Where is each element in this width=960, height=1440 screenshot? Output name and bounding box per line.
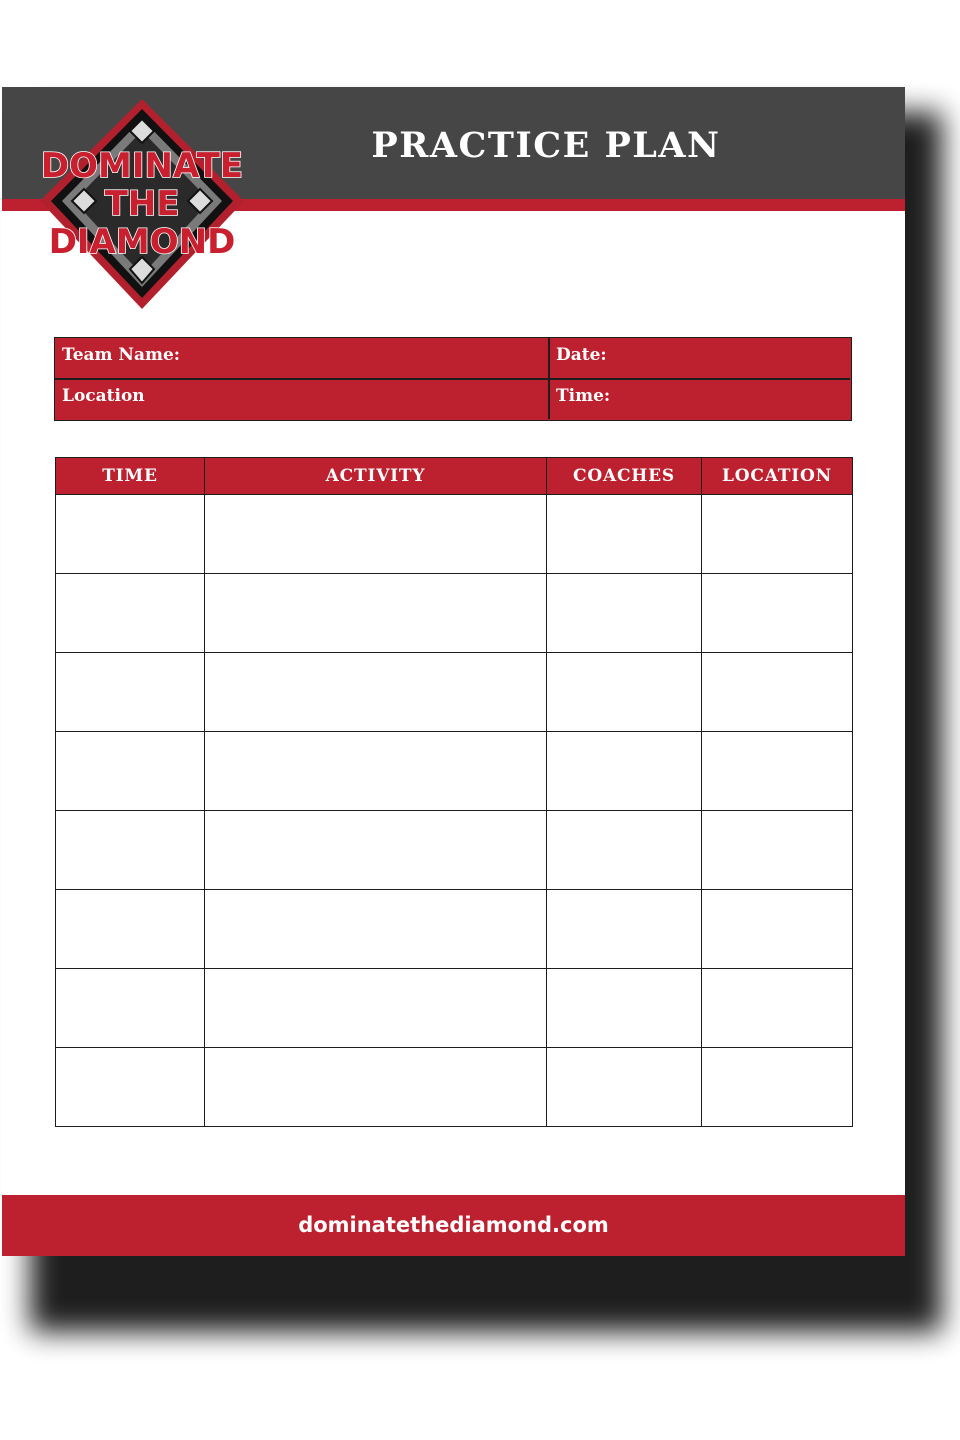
activity-cell[interactable] <box>205 1048 547 1127</box>
logo-text-line3: DIAMOND <box>48 222 236 262</box>
date-label[interactable]: Date: <box>556 345 607 365</box>
coaches-cell[interactable] <box>547 732 702 811</box>
time-cell[interactable] <box>56 574 205 653</box>
coaches-cell[interactable] <box>547 653 702 732</box>
location-label[interactable]: Location <box>62 386 145 406</box>
activity-cell[interactable] <box>205 811 547 890</box>
footer-url: dominatethediamond.com <box>2 1195 905 1256</box>
location-cell[interactable] <box>702 1048 853 1127</box>
coaches-cell[interactable] <box>547 969 702 1048</box>
table-row <box>56 653 853 732</box>
activity-cell[interactable] <box>205 653 547 732</box>
coaches-cell[interactable] <box>547 811 702 890</box>
column-header-activity: ACTIVITY <box>205 458 547 495</box>
time-cell[interactable] <box>56 969 205 1048</box>
time-cell[interactable] <box>56 732 205 811</box>
coaches-cell[interactable] <box>547 890 702 969</box>
table-row <box>56 1048 853 1127</box>
table-row <box>56 574 853 653</box>
location-cell[interactable] <box>702 969 853 1048</box>
table-row <box>56 969 853 1048</box>
time-cell[interactable] <box>56 1048 205 1127</box>
table-row <box>56 890 853 969</box>
coaches-cell[interactable] <box>547 495 702 574</box>
location-cell[interactable] <box>702 574 853 653</box>
time-cell[interactable] <box>56 653 205 732</box>
dominate-the-diamond-logo <box>36 97 248 313</box>
time-label[interactable]: Time: <box>556 386 611 406</box>
column-header-time: TIME <box>56 458 205 495</box>
team-name-label[interactable]: Team Name: <box>62 345 181 365</box>
logo-text-line2: THE <box>104 184 180 224</box>
practice-plan-sheet <box>2 87 905 1256</box>
activity-cell[interactable] <box>205 495 547 574</box>
table-row <box>56 732 853 811</box>
time-cell[interactable] <box>56 811 205 890</box>
location-cell[interactable] <box>702 653 853 732</box>
column-header-location: LOCATION <box>702 458 853 495</box>
time-cell[interactable] <box>56 890 205 969</box>
activity-cell[interactable] <box>205 574 547 653</box>
table-header-row <box>56 458 853 495</box>
activity-cell[interactable] <box>205 890 547 969</box>
location-cell[interactable] <box>702 811 853 890</box>
activity-cell[interactable] <box>205 732 547 811</box>
practice-schedule-table <box>55 457 853 1127</box>
team-info-grid <box>54 337 852 421</box>
page-title: PRACTICE PLAN <box>371 125 721 166</box>
coaches-cell[interactable] <box>547 574 702 653</box>
location-cell[interactable] <box>702 732 853 811</box>
column-header-coaches: COACHES <box>547 458 702 495</box>
time-cell[interactable] <box>56 495 205 574</box>
info-divider-horizontal <box>55 378 850 380</box>
location-cell[interactable] <box>702 890 853 969</box>
location-cell[interactable] <box>702 495 853 574</box>
table-row <box>56 811 853 890</box>
activity-cell[interactable] <box>205 969 547 1048</box>
table-row <box>56 495 853 574</box>
coaches-cell[interactable] <box>547 1048 702 1127</box>
logo-text-line1: DOMINATE <box>40 146 244 186</box>
